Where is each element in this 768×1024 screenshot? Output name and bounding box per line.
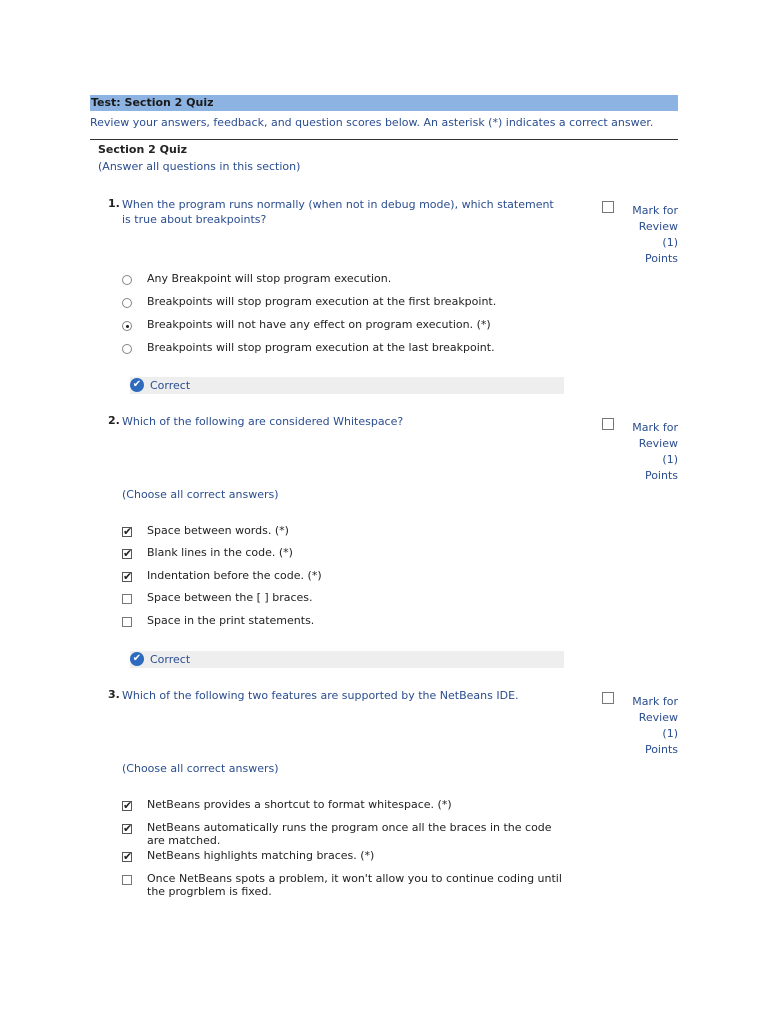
checkbox-checked[interactable]: [122, 572, 132, 582]
feedback-bar: [130, 651, 564, 668]
checkbox-checked[interactable]: [122, 824, 132, 834]
choose-all-note: (Choose all correct answers): [122, 762, 279, 775]
question-1: [90, 195, 678, 395]
question-points: (1) Points: [644, 727, 678, 756]
answer-option-text: Any Breakpoint will stop program execution.: [147, 272, 392, 285]
checkmark-icon: ✔: [130, 652, 144, 666]
answer-option-text: Breakpoints will stop program execution at the first breakpoint.: [147, 295, 497, 308]
checkbox[interactable]: [122, 875, 132, 885]
mark-for-review-label-line2: Review: [638, 437, 678, 450]
mark-for-review-checkbox[interactable]: [602, 201, 614, 213]
answer-option-text: Space in the print statements.: [147, 614, 315, 627]
radio-button[interactable]: [122, 344, 132, 354]
section-title: Section 2 Quiz: [98, 143, 187, 156]
answer-option[interactable]: [122, 524, 562, 537]
answer-option[interactable]: [122, 849, 562, 862]
answer-option-text: Blank lines in the code. (*): [147, 546, 293, 559]
question-number: 1.: [108, 197, 120, 210]
feedback-text: Correct: [150, 653, 191, 666]
answer-option-text: Once NetBeans spots a problem, it won't allow you to continue coding until the progrblem is fixed.: [147, 872, 562, 898]
question-points: (1) Points: [644, 236, 678, 265]
feedback-bar: [130, 377, 564, 394]
checkbox[interactable]: [122, 617, 132, 627]
radio-button[interactable]: [122, 298, 132, 308]
answer-option-text: NetBeans automatically runs the program once all the braces in the code are matched.: [147, 821, 552, 847]
answer-option-text: Breakpoints will stop program execution at the last breakpoint.: [147, 341, 495, 354]
mark-for-review-label-line2: Review: [638, 711, 678, 724]
checkmark-icon: ✔: [130, 378, 144, 392]
question-2: [90, 412, 678, 672]
checkbox-checked[interactable]: [122, 527, 132, 537]
question-number: 3.: [108, 688, 120, 701]
mark-for-review-label-line1: Mark for: [632, 421, 678, 434]
answer-option[interactable]: [122, 821, 562, 847]
question-text: Which of the following two features are supported by the NetBeans IDE.: [122, 689, 519, 702]
mark-for-review[interactable]: [608, 201, 678, 267]
section-note: (Answer all questions in this section): [98, 160, 301, 173]
answer-option[interactable]: [122, 872, 562, 898]
mark-for-review[interactable]: [608, 692, 678, 758]
choose-all-note: (Choose all correct answers): [122, 488, 279, 501]
page-title: Test: Section 2 Quiz: [90, 95, 678, 111]
mark-for-review-label-line1: Mark for: [632, 204, 678, 217]
mark-for-review-label-line2: Review: [638, 220, 678, 233]
question-3: [90, 686, 678, 906]
quiz-page: [90, 95, 678, 898]
radio-button-selected[interactable]: [122, 321, 132, 331]
question-text: Which of the following are considered Whitespace?: [122, 415, 404, 428]
answer-option[interactable]: [122, 546, 562, 559]
answer-option[interactable]: [122, 591, 562, 604]
answer-option-text: Space between the [ ] braces.: [147, 591, 313, 604]
checkbox-checked[interactable]: [122, 549, 132, 559]
question-number: 2.: [108, 414, 120, 427]
radio-button[interactable]: [122, 275, 132, 285]
divider: [90, 139, 678, 140]
section-header: [90, 143, 678, 175]
answer-option-text: Indentation before the code. (*): [147, 569, 322, 582]
mark-for-review-label-line1: Mark for: [632, 695, 678, 708]
page-instructions: Review your answers, feedback, and question scores below. An asterisk (*) indicates a correct answer.: [90, 116, 654, 129]
checkbox-checked[interactable]: [122, 852, 132, 862]
answer-option[interactable]: [122, 614, 562, 627]
checkbox-checked[interactable]: [122, 801, 132, 811]
answer-option[interactable]: [122, 798, 562, 811]
question-text: When the program runs normally (when not in debug mode), which statement is true about breakpoints?: [122, 198, 554, 226]
answer-option[interactable]: [122, 569, 562, 582]
answer-option[interactable]: [122, 272, 562, 285]
checkbox[interactable]: [122, 594, 132, 604]
answer-option-text: NetBeans provides a shortcut to format whitespace. (*): [147, 798, 452, 811]
feedback-text: Correct: [150, 379, 191, 392]
mark-for-review[interactable]: [608, 418, 678, 484]
mark-for-review-checkbox[interactable]: [602, 692, 614, 704]
answer-option-text: Breakpoints will not have any effect on program execution. (*): [147, 318, 491, 331]
answer-option-text: NetBeans highlights matching braces. (*): [147, 849, 375, 862]
answer-option-text: Space between words. (*): [147, 524, 289, 537]
answer-option[interactable]: [122, 341, 562, 354]
question-points: (1) Points: [644, 453, 678, 482]
mark-for-review-checkbox[interactable]: [602, 418, 614, 430]
answer-option[interactable]: [122, 318, 562, 331]
answer-option[interactable]: [122, 295, 562, 308]
